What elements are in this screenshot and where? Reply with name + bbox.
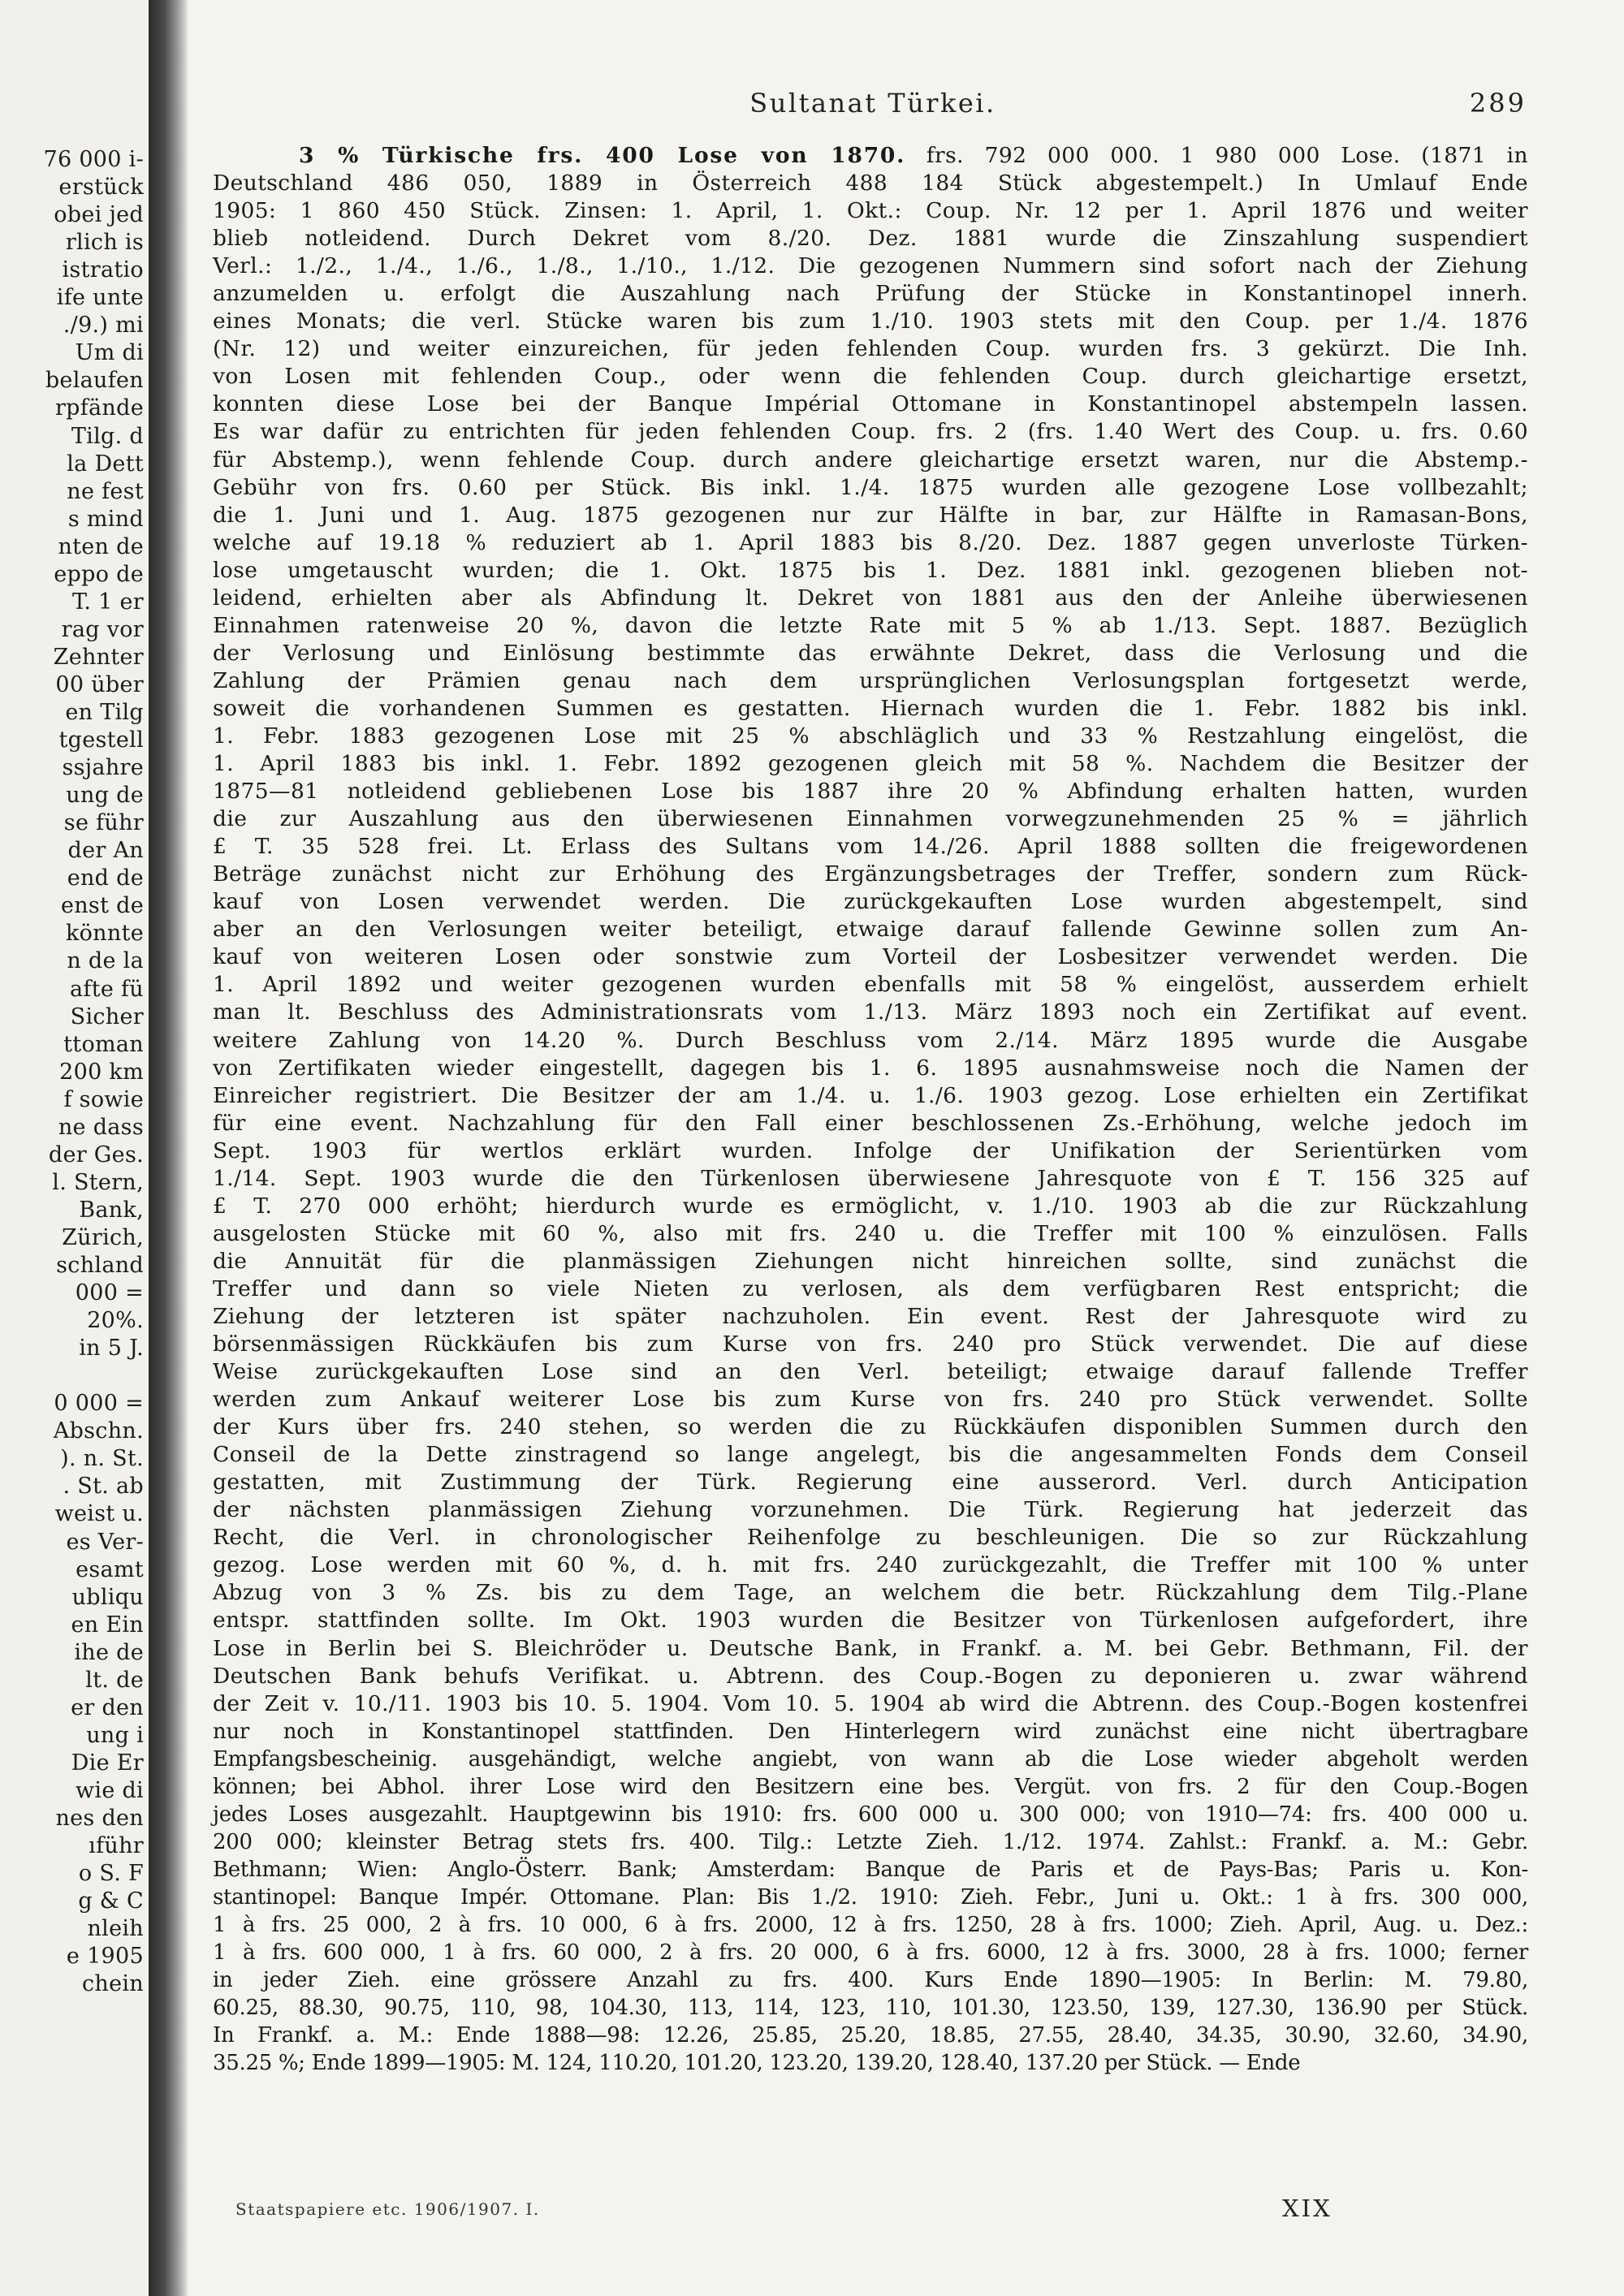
fragment-line: der Ges. xyxy=(48,1142,144,1167)
fragment-line: enst de xyxy=(60,893,144,919)
fragment-line: afte fü xyxy=(70,976,144,1002)
running-head xyxy=(219,88,1527,123)
text-line: die zur Auszahlung aus den überwiesenen Einnahmen vorwegzunehmenden 25 % = jährlich xyxy=(213,806,1528,832)
fragment-line: nleih xyxy=(87,1916,144,1942)
text-line: gestatten, mit Zustimmung der Türk. Regierung eine ausserord. Verl. durch Anticipation xyxy=(213,1470,1528,1495)
text-line: man lt. Beschluss des Administrationsrats vom 1./13. März 1893 noch ein Zertifikat auf event. xyxy=(213,999,1528,1025)
fragment-line: n de la xyxy=(67,948,144,974)
page-number: 289 xyxy=(1469,88,1527,119)
fragment-line: eppo de xyxy=(54,561,144,587)
text-line: 35.25 %; Ende 1899—1905: M. 124, 110.20, 101.20, 123.20, 139.20, 128.40, 137.20 per Stück. — Ende xyxy=(213,2051,1301,2076)
fragment-line: s mind xyxy=(67,506,144,532)
fragment-line: ne dass xyxy=(58,1114,144,1140)
fragment-line: er den xyxy=(71,1694,144,1720)
fragment-line: wie di xyxy=(75,1777,144,1803)
text-line: Treffer und dann so viele Nieten zu verlosen, als dem verfügbaren Rest entspricht; die xyxy=(213,1275,1528,1301)
text-line: 200 000; kleinster Betrag stets frs. 400. Tilg.: Letzte Zieh. 1./12. 1974. Zahlst.: Frankf. a. M.: Gebr. xyxy=(213,1829,1528,1854)
fragment-line: se führ xyxy=(63,810,144,836)
fragment-line: ung i xyxy=(86,1722,144,1748)
text-line: leidend, erhielten aber als Abfindung lt. Dekret von 1881 aus den der Anleihe überwiesenen xyxy=(213,585,1528,611)
text-line: Abzug von 3 % Zs. bis zu dem Tage, an welchem die betr. Rückzahlung dem Tilg.-Plane xyxy=(213,1580,1528,1606)
fragment-line: Zürich, xyxy=(62,1224,144,1250)
fragment-line: Um di xyxy=(75,340,144,366)
fragment-line: Zehnter xyxy=(53,644,144,670)
fragment-line: 20%. xyxy=(87,1308,144,1334)
text-line: entspr. stattfinden sollte. Im Okt. 1903 wurden die Besitzer von Türkenlosen aufgefordert, ihre xyxy=(213,1608,1528,1634)
text-line: eines Monats; die verl. Stücke waren bis zum 1./10. 1903 stets mit den Coup. per 1./4. 1876 xyxy=(213,309,1528,334)
text-line: für Abstemp.), wenn fehlende Coup. durch andere gleichartige ersetzt waren, nur die Abstemp.- xyxy=(213,447,1528,473)
text-line: nur noch in Konstantinopel stattfinden. Den Hinterlegern wird zunächst eine nicht übertragbare xyxy=(213,1719,1528,1744)
text-line: 1 à frs. 25 000, 2 à frs. 10 000, 6 à frs. 2000, 12 à frs. 1250, 28 à frs. 1000; Zieh. April, Aug. u. Dez.: xyxy=(213,1913,1528,1937)
fragment-line: tgestell xyxy=(58,727,144,753)
fragment-line: la Dett xyxy=(67,451,144,477)
text-line: lose umgetauscht wurden; die 1. Okt. 1875 bis 1. Dez. 1881 inkl. gezogenen blieben not- xyxy=(213,557,1528,583)
fragment-line: schland xyxy=(56,1253,144,1278)
text-line: 1 à frs. 600 000, 1 à frs. 60 000, 2 à frs. 20 000, 6 à frs. 6000, 12 à frs. 3000, 28 à frs. 1000; ferner xyxy=(213,1940,1528,1966)
text-line: für eine event. Nachzahlung für den Fall einer beschlossenen Zs.-Erhöhung, welche jedoch im xyxy=(213,1110,1528,1136)
fragment-line: istratio xyxy=(62,257,144,283)
fragment-line: 000 = xyxy=(75,1280,144,1306)
text-line: Recht, die Verl. in chronologischer Reihenfolge zu beschleunigen. Die so zur Rückzahlung xyxy=(213,1525,1528,1551)
text-line: Ziehung der letzteren ist später nachzuholen. Ein event. Rest der Jahresquote wird zu xyxy=(213,1303,1528,1329)
text-line: Conseil de la Dette zinstragend so lange angelegt, bis die angesammelten Fonds dem Conseil xyxy=(213,1442,1528,1468)
fragment-line: rag vor xyxy=(61,616,144,642)
text-line: ausgelosten Stücke mit 60 %, also mit frs. 240 u. die Treffer mit 100 % einzulösen. Falls xyxy=(213,1220,1528,1246)
text-line: konnten diese Lose bei der Banque Impérial Ottomane in Konstantinopel abstempeln lassen. xyxy=(213,391,1528,417)
entry-heading: 3 % Türkische frs. 400 Lose von 1870. xyxy=(299,143,906,168)
text-line: Deutschland 486 050, 1889 in Österreich 488 184 Stück abgestempelt.) In Umlauf Ende xyxy=(213,170,1528,196)
fragment-line: ıführ xyxy=(89,1833,144,1859)
fragment-line: obei jed xyxy=(54,202,144,228)
fragment-line: nten de xyxy=(58,533,144,559)
fragment-line: erstück xyxy=(58,175,144,201)
text-line: weitere Zahlung von 14.20 %. Durch Beschluss vom 2./14. März 1895 wurde die Ausgabe xyxy=(213,1027,1528,1053)
text-line: welche auf 19.18 % reduziert ab 1. April 1883 bis 8./20. Dez. 1887 gegen unverloste Türken- xyxy=(213,529,1528,555)
text-line: Bethmann; Wien: Anglo-Österr. Bank; Amsterdam: Banque de Paris et de Pays-Bas; Paris u. Kon- xyxy=(213,1857,1528,1882)
fragment-line: ). n. St. xyxy=(60,1446,144,1472)
fragment-line: g & C xyxy=(78,1888,144,1914)
text-line: der Zeit v. 10./11. 1903 bis 10. 5. 1904. Vom 10. 5. 1904 ab wird die Abtrenn. des Coup.-Bogen kostenfrei xyxy=(213,1690,1528,1716)
fragment-line: in 5 J. xyxy=(79,1336,144,1362)
book-gutter-shadow xyxy=(149,0,188,2296)
text-line: Einreicher registriert. Die Besitzer der am 1./4. u. 1./6. 1903 gezog. Lose erhielten ein Zertifikat xyxy=(213,1082,1528,1108)
text-line: Gebühr von frs. 0.60 per Stück. Bis inkl. 1./4. 1875 wurden alle gezogene Lose vollbezahlt; xyxy=(213,474,1528,500)
text-line: aber an den Verlosungen weiter beteiligt, etwaige darauf fallende Gewinne sollen zum An- xyxy=(213,917,1528,943)
text-line: stantinopel: Banque Impér. Ottomane. Plan: Bis 1./2. 1910: Zieh. Febr., Juni u. Okt.: 1 à frs. 300 000, xyxy=(213,1884,1528,1910)
text-line: der Kurs über frs. 240 stehen, so werden die zu Rückkäufen disponiblen Summen durch den xyxy=(213,1414,1528,1440)
text-line: kauf von Losen verwendet werden. Die zurückgekauften Lose wurden abgestempelt, sind xyxy=(213,889,1528,915)
text-line: blieb notleidend. Durch Dekret vom 8./20. Dez. 1881 wurde die Zinszahlung suspendiert xyxy=(213,226,1528,252)
text-line: Beträge zunächst nicht zur Erhöhung des Ergänzungsbetrages der Treffer, sondern zum Rück- xyxy=(213,861,1528,887)
fragment-line: f sowie xyxy=(63,1086,144,1112)
fragment-line: 200 km xyxy=(59,1059,144,1085)
fragment-line: rpfände xyxy=(54,395,144,421)
fragment-line: Abschn. xyxy=(53,1418,144,1444)
text-line: In Frankf. a. M.: Ende 1888—98: 12.26, 25.85, 25.20, 18.85, 27.55, 28.40, 34.35, 30.90, 32.60, 34.90, xyxy=(213,2023,1528,2048)
fragment-line: ung de xyxy=(66,783,144,809)
text-line: Deutschen Bank behufs Verifikat. u. Abtrenn. des Coup.-Bogen zu deponieren u. zwar während xyxy=(213,1663,1528,1689)
text-line: Empfangsbescheinig. ausgehändigt, welche angiebt, von wann ab die Lose wieder abgeholt werden xyxy=(213,1746,1528,1772)
text-line: börsenmässigen Rückkäufen bis zum Kurse von frs. 240 pro Stück verwendet. Die auf diese xyxy=(213,1331,1528,1357)
fragment-line: ttoman xyxy=(63,1031,144,1057)
text-line: soweit die vorhandenen Summen es gestatten. Hiernach wurden die 1. Febr. 1882 bis inkl. xyxy=(213,695,1528,721)
fragment-line: ne fest xyxy=(67,478,144,504)
fragment-line: chein xyxy=(81,1971,144,1997)
page-title: Sultanat Türkei. xyxy=(749,88,996,119)
text-line: 1. April 1883 bis inkl. 1. Febr. 1892 gezogenen gleich mit 58 %. Nachdem die Besitzer der xyxy=(213,751,1528,777)
signature-mark: XIX xyxy=(1282,2195,1332,2222)
text-line: Weise zurückgekauften Lose sind an den Verl. beteiligt; etwaige darauf fallende Treffer xyxy=(213,1359,1528,1385)
text-line: 1./14. Sept. 1903 wurde die den Türkenlosen überwiesene Jahresquote von £ T. 156 325 auf xyxy=(213,1165,1528,1191)
text-line: der nächsten planmässigen Ziehung vorzunehmen. Die Türk. Regierung hat jederzeit das xyxy=(213,1497,1528,1523)
fragment-line: lt. de xyxy=(85,1667,144,1693)
text-line: Zahlung der Prämien genau nach dem ursprünglichen Verlosungsplan fortgesetzt werde, xyxy=(213,667,1528,693)
text-line: 1. Febr. 1883 gezogenen Lose mit 25 % abschläglich und 33 % Restzahlung eingelöst, die xyxy=(213,723,1528,749)
fragment-line: esamt xyxy=(76,1556,144,1582)
text-line: 1. April 1892 und weiter gezogenen wurden ebenfalls mit 58 % eingelöst, ausserdem erhielt xyxy=(213,972,1528,998)
text-line: £ T. 35 528 frei. Lt. Erlass des Sultans vom 14./26. April 1888 sollten die freigewordenen xyxy=(213,834,1528,860)
text-line: Es war dafür zu entrichten für jeden fehlenden Coup. frs. 2 (frs. 1.40 Wert des Coup. u. frs. 0.60 xyxy=(213,419,1528,445)
fragment-line: e 1905 xyxy=(66,1944,144,1970)
fragment-line: rlich is xyxy=(65,230,144,256)
text-line: Sept. 1903 für wertlos erklärt wurden. Infolge der Unifikation der Serientürken vom xyxy=(213,1137,1528,1163)
fragment-line: der An xyxy=(67,838,144,864)
text-line: 1875—81 notleidend gebliebenen Lose bis 1887 ihre 20 % Abfindung erhalten hatten, wurden xyxy=(213,779,1528,805)
text-line: Einnahmen ratenweise 20 %, davon die letzte Rate mit 5 % ab 1./13. Sept. 1887. Bezüglich xyxy=(213,612,1528,638)
fragment-line: nes den xyxy=(55,1806,144,1831)
fragment-line: 0 000 = xyxy=(54,1391,144,1417)
fragment-line: Die Er xyxy=(71,1750,144,1776)
footer-note: Staatspapiere etc. 1906/1907. I. xyxy=(235,2199,540,2219)
fragment-line: ssjahre xyxy=(62,755,144,781)
text-line: von Losen mit fehlenden Coup., oder wenn die fehlenden Coup. durch gleichartige ersetzt, xyxy=(213,364,1528,390)
text-line: 1905: 1 860 450 Stück. Zinsen: 1. April, 1. Okt.: Coup. Nr. 12 per 1. April 1876 und weiter xyxy=(213,198,1528,224)
entry-first-line xyxy=(213,142,1528,170)
text-line: (Nr. 12) und weiter einzureichen, für jeden fehlenden Coup. wurden frs. 3 gekürzt. Die Inh. xyxy=(213,336,1528,362)
fragment-line: en Tilg xyxy=(65,700,144,725)
entry-first-line-text: frs. 792 000 000. 1 980 000 Lose. (1871 in xyxy=(926,143,1528,168)
text-line: in jeder Zieh. eine grössere Anzahl zu frs. 400. Kurs Ende 1890—1905: In Berlin: M. 79.80, xyxy=(213,1968,1528,1993)
text-line: 60.25, 88.30, 90.75, 110, 98, 104.30, 113, 114, 123, 110, 101.30, 123.50, 139, 127.30, 136.90 per Stück. xyxy=(213,1996,1528,2021)
fragment-line: Sicher xyxy=(70,1003,144,1029)
text-line: anzumelden u. erfolgt die Auszahlung nach Prüfung der Stücke in Konstantinopel innerh. xyxy=(213,281,1528,307)
fragment-line: ihe de xyxy=(74,1639,144,1665)
fragment-line: ife unte xyxy=(56,285,144,311)
fragment-line: . St. ab xyxy=(63,1474,144,1500)
text-line: der Verlosung und Einlösung bestimmte das erwähnte Dekret, dass die Verlosung und die xyxy=(213,640,1528,666)
text-line: gezog. Lose werden mit 60 %, d. h. mit frs. 240 zurückgezahlt, die Treffer mit 100 % unter xyxy=(213,1552,1528,1578)
fragment-line: 76 000 i- xyxy=(43,147,144,172)
text-line: £ T. 270 000 erhöht; hierdurch wurde es ermöglicht, v. 1./10. 1903 ab die zur Rückzahlung xyxy=(213,1193,1528,1219)
text-line: werden zum Ankauf weiterer Lose bis zum Kurse von frs. 240 pro Stück verwendet. Sollte xyxy=(213,1387,1528,1413)
fragment-line: T. 1 er xyxy=(72,589,144,615)
text-line: kauf von weiteren Losen oder sonstwie zum Vorteil der Losbesitzer verwendet werden. Die xyxy=(213,944,1528,970)
text-line: von Zertifikaten wieder eingestellt, dagegen bis 1. 6. 1895 ausnahmsweise noch die Namen der xyxy=(213,1055,1528,1081)
fragment-line: l. Stern, xyxy=(52,1169,144,1195)
fragment-line: es Ver- xyxy=(66,1529,144,1555)
fragment-line: 00 über xyxy=(55,671,144,697)
fragment-line: Bank, xyxy=(79,1197,144,1223)
fragment-line: belaufen xyxy=(45,368,144,394)
fragment-line: o S. F xyxy=(78,1861,144,1887)
fragment-line: ./9.) mi xyxy=(63,313,144,339)
text-line: Verl.: 1./2., 1./4., 1./6., 1./8., 1./10., 1./12. Die gezogenen Nummern sind sofort nach der Ziehung xyxy=(213,253,1528,279)
adjacent-page-fragment xyxy=(0,0,149,2296)
page-footer xyxy=(235,2195,1372,2227)
text-line: die 1. Juni und 1. Aug. 1875 gezogenen nur zur Hälfte in bar, zur Hälfte in Ramasan-Bons, xyxy=(213,502,1528,528)
text-line: Lose in Berlin bei S. Bleichröder u. Deutsche Bank, in Frankf. a. M. bei Gebr. Bethmann, Fil. der xyxy=(213,1635,1528,1661)
text-line: die Annuität für die planmässigen Ziehungen nicht hinreichen sollte, sind zunächst die xyxy=(213,1248,1528,1274)
fragment-line: en Ein xyxy=(71,1612,144,1638)
fragment-line: ubliqu xyxy=(71,1584,144,1610)
fragment-line: end de xyxy=(67,865,144,891)
text-line: jedes Loses ausgezahlt. Hauptgewinn bis 1910: frs. 600 000 u. 300 000; von 1910—74: frs. 400 000 u. xyxy=(213,1802,1528,1827)
fragment-line: weist u. xyxy=(54,1501,144,1527)
text-line: können; bei Abhol. ihrer Lose wird den Besitzern eine bes. Vergüt. von frs. 2 für den Coup.-Bogen xyxy=(213,1774,1528,1799)
fragment-line: Tilg. d xyxy=(71,423,144,449)
entry-body xyxy=(213,142,1528,2077)
fragment-line: könnte xyxy=(65,921,144,947)
